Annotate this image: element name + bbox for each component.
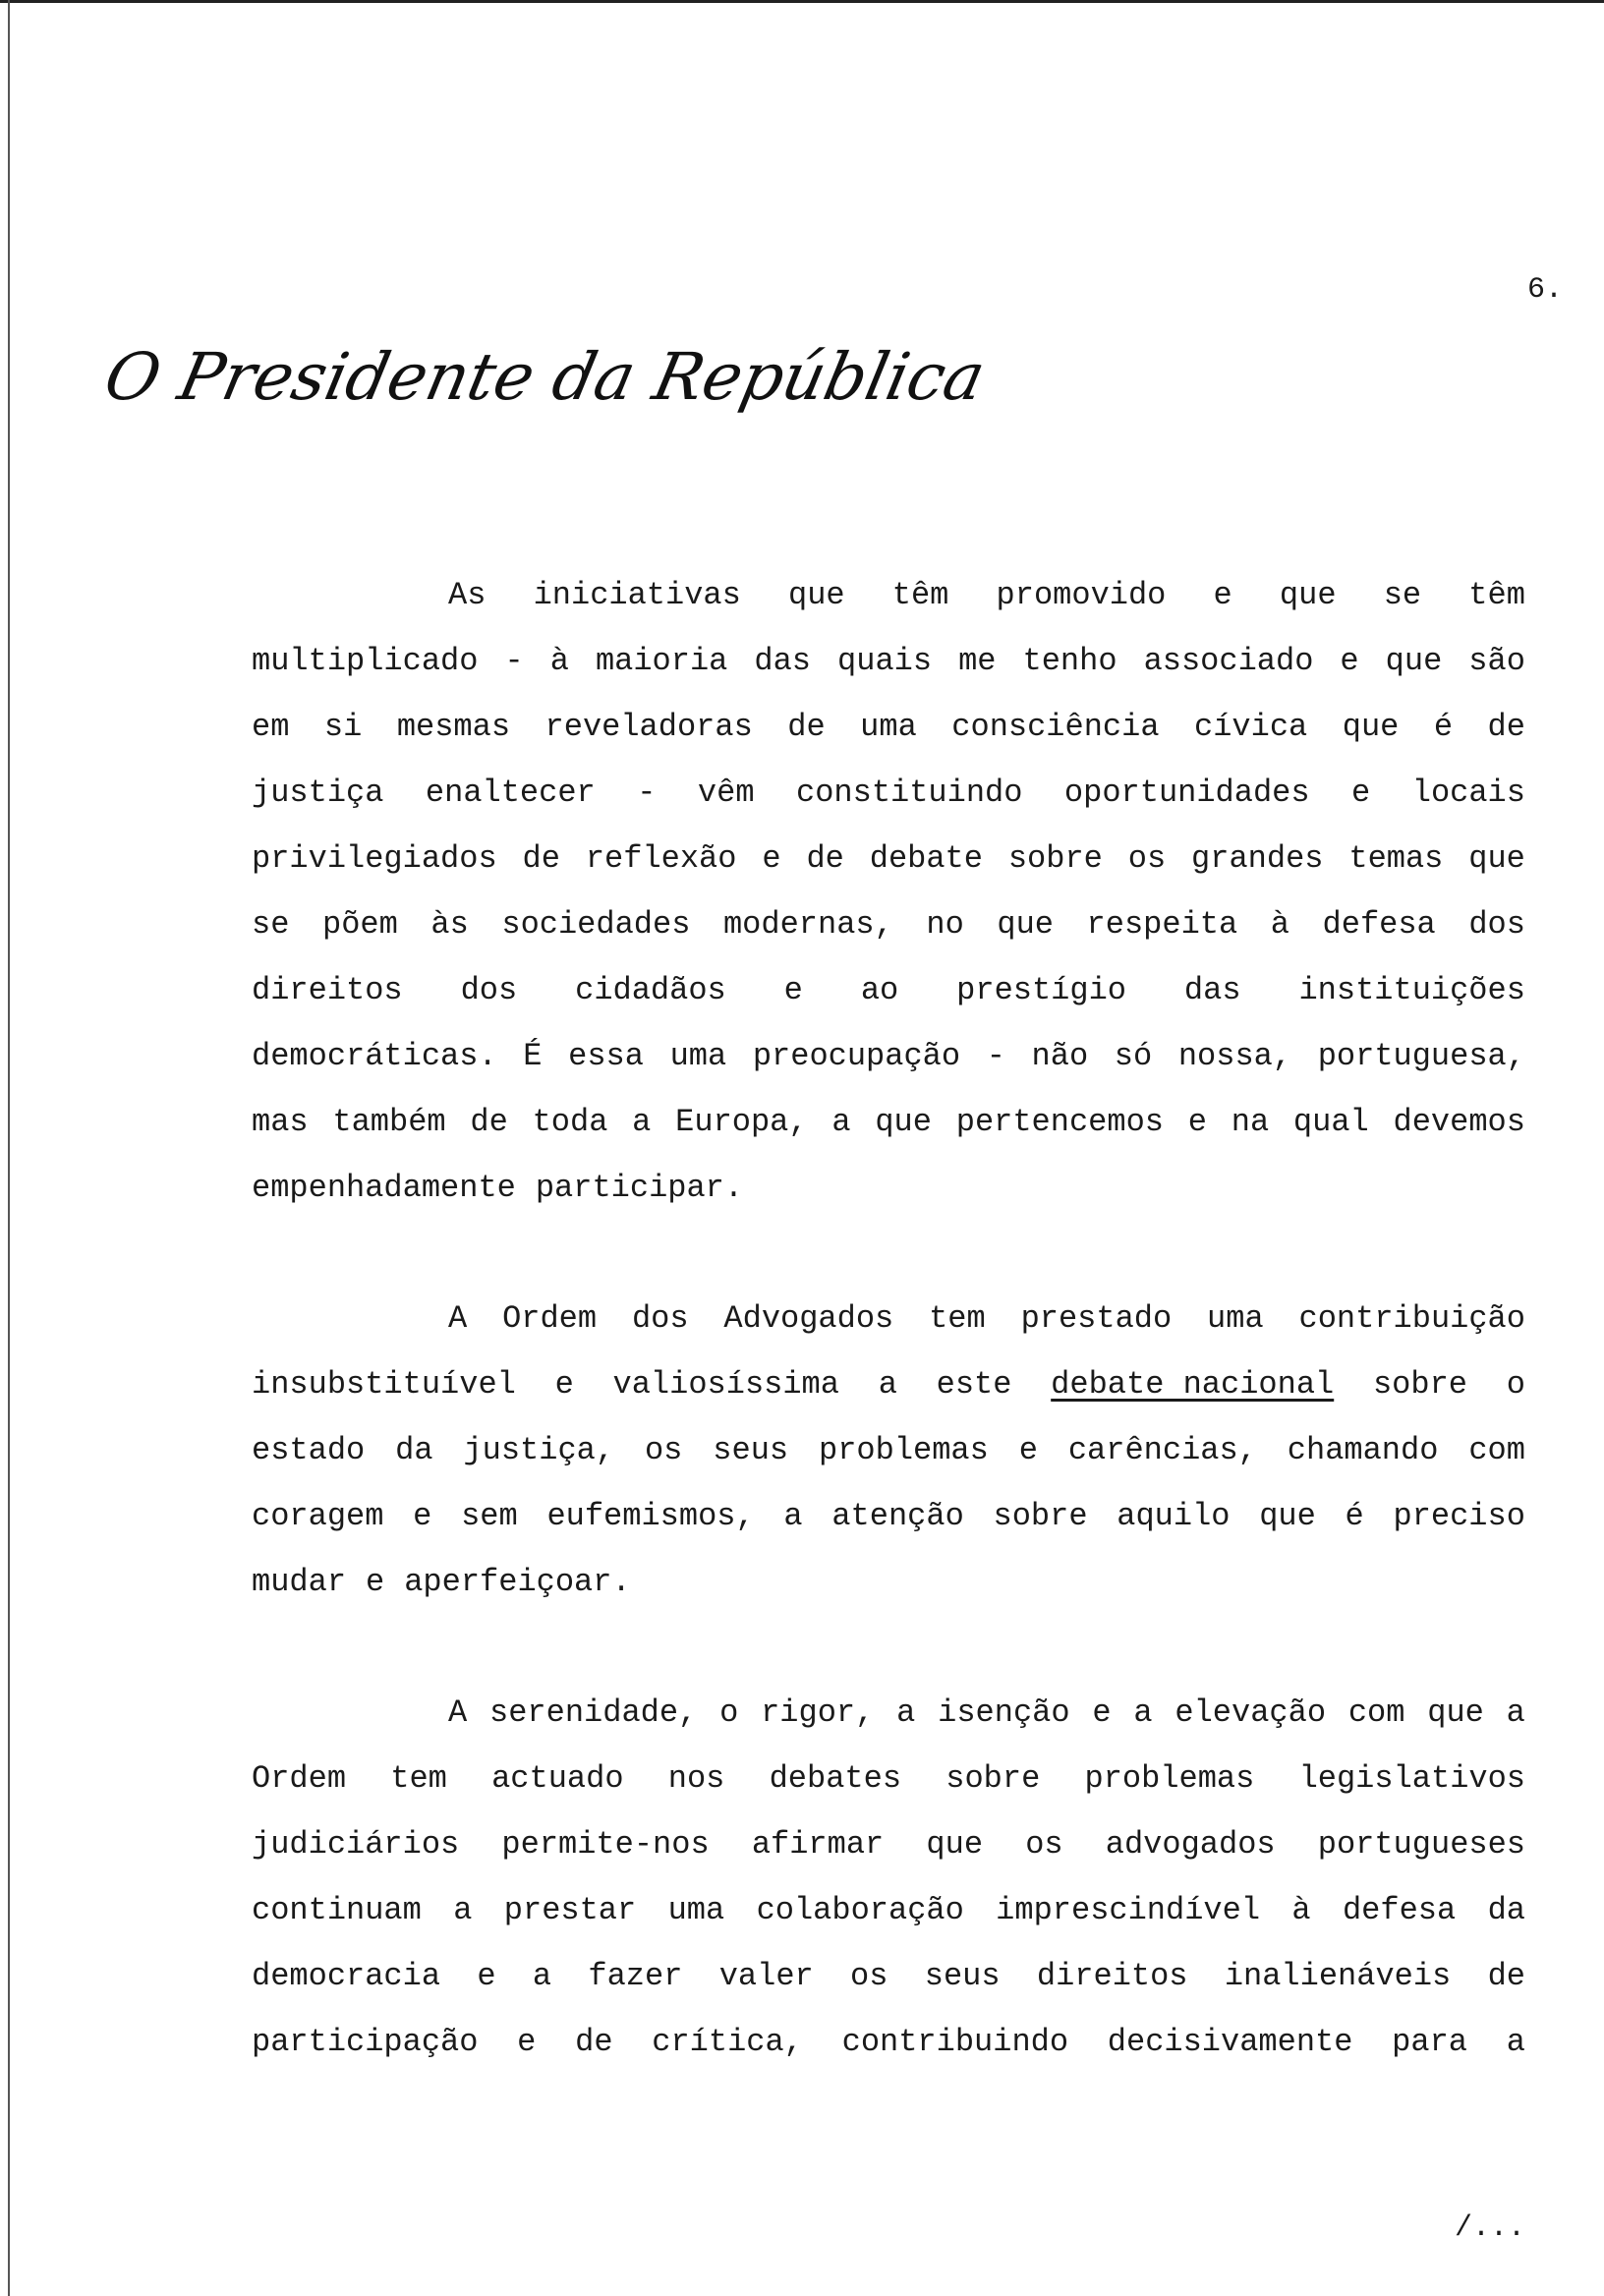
text-line: justiça enaltecer - vêm constituindo oportunidades e locais	[252, 775, 1525, 811]
text-line: insubstituível e valiosíssima a este debate nacional sobre o	[252, 1366, 1525, 1403]
text-line: em si mesmas reveladoras de uma consciência cívica que é de	[252, 709, 1525, 745]
text-line: empenhadamente participar.	[252, 1170, 744, 1206]
text-line: estado da justiça, os seus problemas e carências, chamando com	[252, 1432, 1525, 1468]
continuation-mark: /...	[1454, 2211, 1525, 2245]
text-line: participação e de crítica, contribuindo decisivamente para a	[252, 2024, 1525, 2060]
text-line: democracia e a fazer valer os seus direitos inalienáveis de	[252, 1958, 1525, 1994]
text-line: coragem e sem eufemismos, a atenção sobre aquilo que é preciso	[252, 1498, 1525, 1534]
top-border	[0, 0, 1604, 3]
text-line: Ordem tem actuado nos debates sobre problemas legislativos	[252, 1760, 1525, 1797]
text-line: A serenidade, o rigor, a isenção e a elevação com que a	[448, 1694, 1525, 1731]
page-number: 6.	[1526, 273, 1563, 307]
text-line: judiciários permite-nos afirmar que os advogados portugueses	[252, 1826, 1525, 1863]
text-line: democráticas. É essa uma preocupação - não só nossa, portuguesa,	[252, 1038, 1525, 1074]
text-line: mas também de toda a Europa, a que pertencemos e na qual devemos	[252, 1104, 1525, 1140]
text-line: multiplicado - à maioria das quais me tenho associado e que são	[252, 643, 1525, 679]
paragraph	[252, 1286, 1525, 1615]
text-line: se põem às sociedades modernas, no que respeita à defesa dos	[252, 906, 1525, 943]
paragraph	[252, 562, 1525, 1221]
text-line: privilegiados de reflexão e de debate sobre os grandes temas que	[252, 840, 1525, 877]
text-line: A Ordem dos Advogados tem prestado uma contribuição	[448, 1300, 1525, 1337]
left-border	[8, 0, 10, 2296]
text-line: As iniciativas que têm promovido e que se têm	[448, 577, 1525, 613]
letterhead: O Presidente da República	[98, 339, 992, 415]
paragraph	[252, 1680, 1525, 2075]
text-line: mudar e aperfeiçoar.	[252, 1564, 631, 1600]
letter-body	[252, 562, 1525, 2140]
text-line: continuam a prestar uma colaboração imprescindível à defesa da	[252, 1892, 1525, 1928]
text-line: direitos dos cidadãos e ao prestígio das instituições	[252, 972, 1525, 1008]
